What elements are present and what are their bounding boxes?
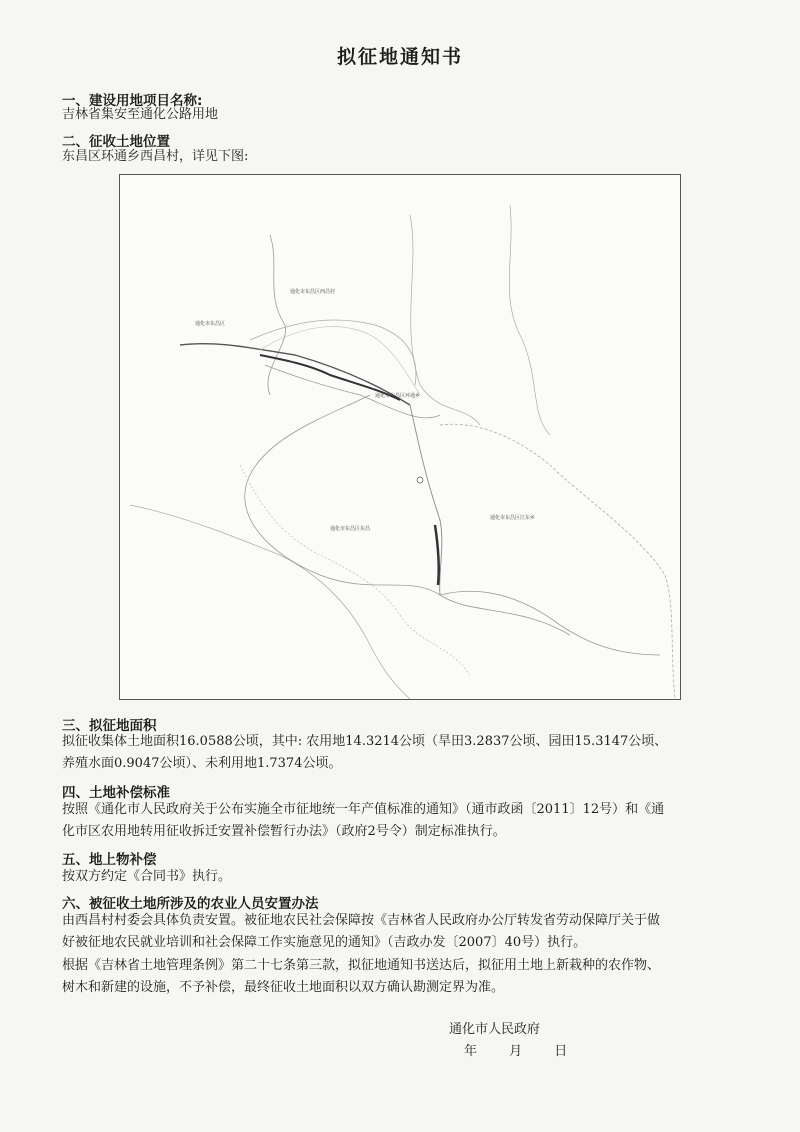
signature-org: 通化市人民政府 [449, 1022, 541, 1037]
section-6-heading: 六、被征收土地所涉及的农业人员安置办法 [62, 896, 319, 912]
map-label-5: 通化市东昌区东昌 [330, 526, 371, 532]
map-label-3: 通化市东昌区环通乡 [375, 393, 421, 399]
section-4-heading: 四、土地补偿标准 [62, 785, 170, 801]
map-label-2: 通化市东昌区 [195, 321, 226, 327]
section-6-body-4: 树木和新建的设施，不予补偿，最终征收土地面积以双方确认勘测定界为准。 [62, 980, 505, 995]
section-5-body: 按双方约定《合同书》执行。 [62, 869, 232, 884]
signature-date: 年 月 日 [464, 1044, 582, 1059]
map-label-1: 通化市东昌区西昌村 [290, 289, 336, 295]
section-3-body-1: 拟征收集体土地面积16.0588公顷，其中: 农用地14.3214公顷（旱田3.2837公顷、园田15.3147公顷、 [62, 734, 668, 749]
section-2-body: 东昌区环通乡西昌村，详见下图: [62, 149, 249, 164]
section-3-heading: 三、拟征地面积 [62, 718, 157, 734]
map-label-4: 通化市东昌区江东乡 [490, 515, 536, 521]
section-6-body-2: 好被征地农民就业培训和社会保障工作实施意见的通知》（吉政办发〔2007〕40号）执行。 [62, 935, 587, 950]
section-4-body-2: 化市区农用地转用征收拆迁安置补偿暂行办法》（政府2号令）制定标准执行。 [62, 824, 506, 839]
section-3-body-2: 养殖水面0.9047公顷）、未利用地1.7374公顷。 [62, 756, 342, 771]
section-4-body-1: 按照《通化市人民政府关于公布实施全市征地统一年产值标准的通知》（通市政函〔2011〕12号）和《通 [62, 802, 665, 817]
land-location-map [119, 174, 681, 700]
section-1-heading: 一、建设用地项目名称: [62, 93, 203, 109]
section-1-body: 吉林省集安至通化公路用地 [62, 107, 219, 122]
section-2-heading: 二、征收土地位置 [62, 134, 170, 150]
document-title: 拟征地通知书 [336, 46, 463, 68]
section-6-body-1: 由西昌村村委会具体负责安置。被征地农民社会保障按《吉林省人民政府办公厅转发省劳动保障厅关于做 [62, 913, 661, 928]
section-5-heading: 五、地上物补偿 [62, 852, 157, 868]
section-6-body-3: 根据《吉林省土地管理条例》第二十七条第三款，拟征地通知书送达后，拟征用土地上新栽种的农作物、 [62, 958, 661, 973]
